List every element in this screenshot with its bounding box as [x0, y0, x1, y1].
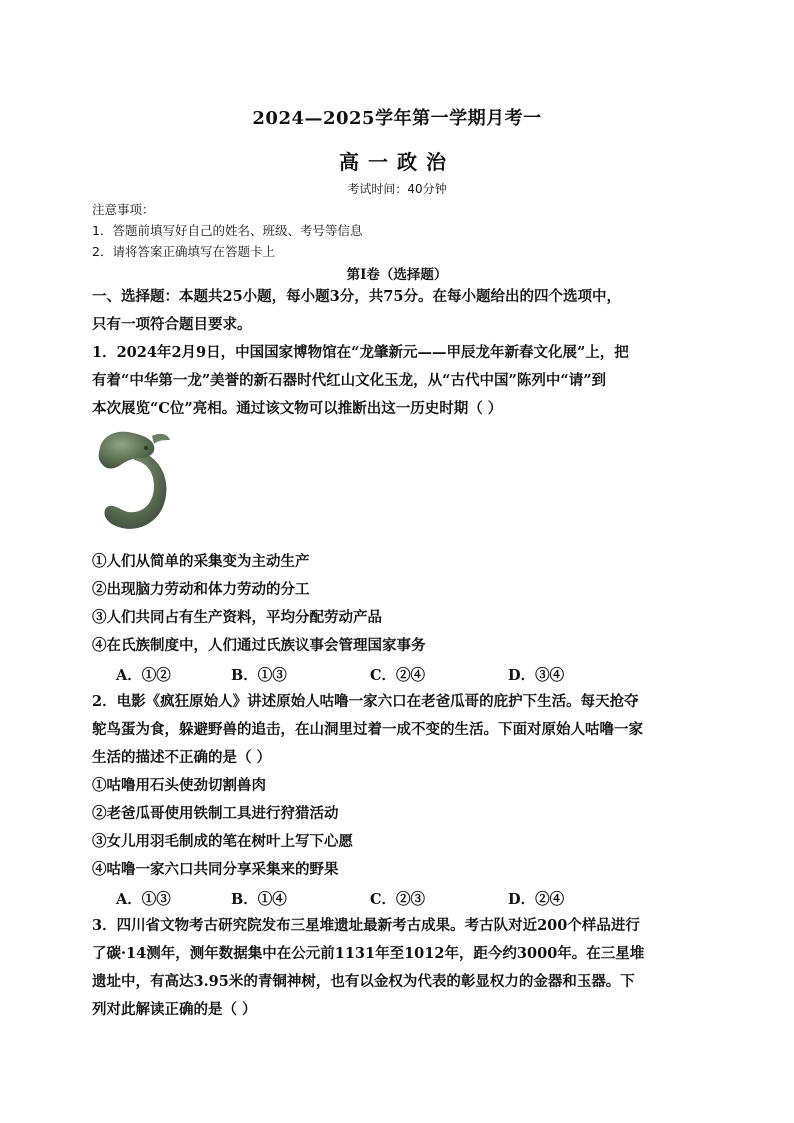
section-intro: 一、选择题：本题共25小题，每小题3分，共75分。在每小题给出的四个选项中，: [92, 288, 621, 305]
q2-option-c: C．②③: [370, 891, 426, 908]
q1-statement: ②出现脑力劳动和体力劳动的分工: [92, 581, 310, 598]
note-item: 2．请将答案正确填写在答题卡上: [92, 244, 275, 259]
q1-stem: 1．2024年2月9日，中国国家博物馆在“龙肇新元——甲辰龙年新春文化展”上，把: [92, 344, 629, 361]
section-intro: 只有一项符合题目要求。: [92, 316, 252, 333]
q2-option-b: B．①④: [231, 891, 287, 908]
note-item: 1．答题前填写好自己的姓名、班级、考号等信息: [92, 223, 363, 238]
q2-option-a: A．①③: [116, 891, 171, 908]
notes-heading: 注意事项：: [92, 202, 155, 217]
section-title: 第Ⅰ卷（选择题）: [346, 267, 448, 283]
q2-statement: ③女儿用羽毛制成的笔在树叶上写下心愿: [92, 833, 353, 850]
q1-statement: ①人们从简单的采集变为主动生产: [92, 553, 310, 570]
q2-statement: ②老爸瓜哥使用铁制工具进行狩猎活动: [92, 805, 339, 822]
q1-stem: 有着“中华第一龙”美誉的新石器时代红山文化玉龙，从“古代中国”陈列中“请”到: [92, 372, 607, 389]
q3-stem: 3．四川省文物考古研究院发布三星堆遗址最新考古成果。考古队对近200个样品进行: [92, 917, 640, 934]
q1-option-d: D．③④: [508, 667, 565, 684]
q1-stem: 本次展览“C位”亮相。通过该文物可以推断出这一历史时期（ ）: [92, 400, 503, 417]
q1-option-a: A．①②: [116, 667, 171, 684]
q2-stem: 生活的描述不正确的是（ ）: [92, 749, 272, 766]
q3-stem: 列对此解读正确的是（ ）: [92, 1001, 257, 1018]
q2-statement: ①咕噜用石头使劲切割兽肉: [92, 777, 266, 794]
exam-title: 2024—2025学年第一学期月考一: [252, 108, 542, 129]
q1-statement: ③人们共同占有生产资料，平均分配劳动产品: [92, 609, 382, 626]
q2-statement: ④咕噜一家六口共同分享采集来的野果: [92, 861, 339, 878]
subject-title: 高一政治: [339, 150, 455, 174]
q3-stem: 了碳·14测年，测年数据集中在公元前1131年至1012年，距今约3000年。在三星堆: [92, 945, 645, 962]
jade-dragon-icon: [94, 428, 174, 534]
q1-option-b: B．①③: [231, 667, 287, 684]
q1-option-c: C．②④: [370, 667, 426, 684]
q3-stem: 遗址中，有高达3.95米的青铜神树，也有以金权为代表的彰显权力的金器和玉器。下: [92, 973, 635, 990]
q2-option-d: D．②④: [508, 891, 565, 908]
q2-stem: 2．电影《疯狂原始人》讲述原始人咕噜一家六口在老爸瓜哥的庇护下生活。每天抢夺: [92, 693, 639, 710]
q1-statement: ④在氏族制度中，人们通过氏族议事会管理国家事务: [92, 637, 426, 654]
exam-time: 考试时间：40分钟: [347, 182, 447, 196]
q2-stem: 鸵鸟蛋为食，躲避野兽的追击，在山洞里过着一成不变的生活。下面对原始人咕噜一家: [92, 721, 643, 738]
